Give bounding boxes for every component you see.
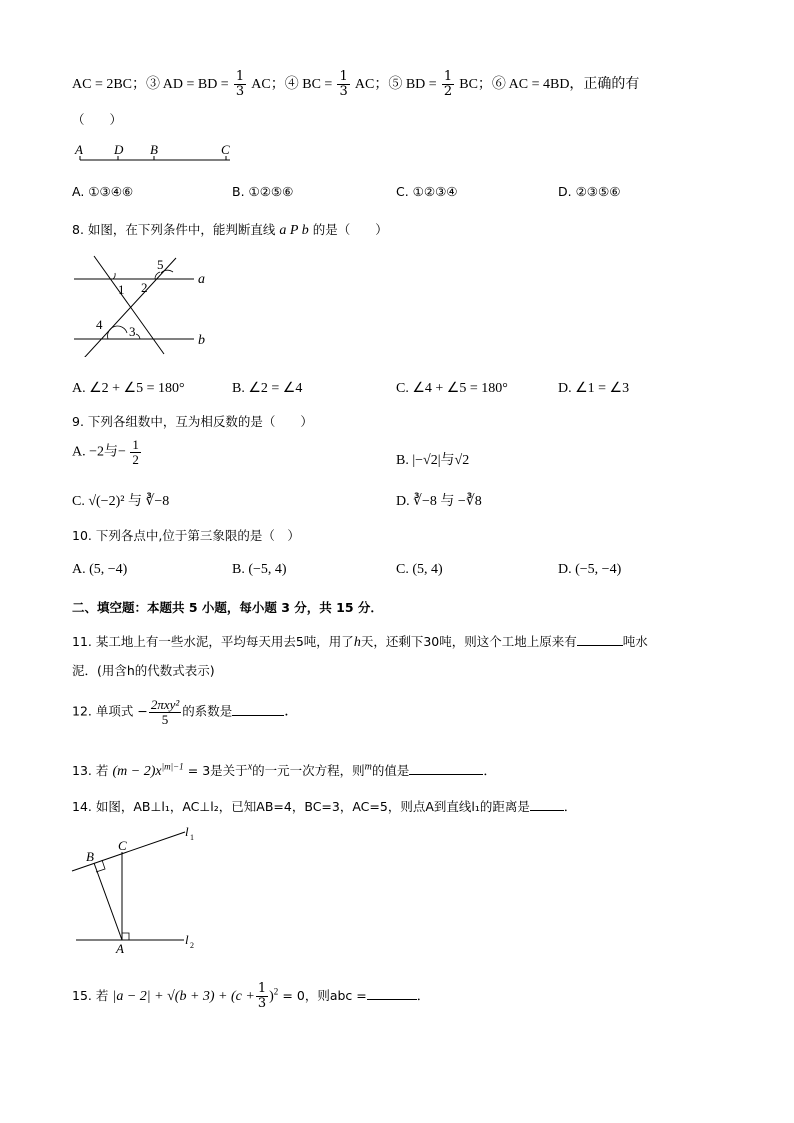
q7-text-c: AC；⑤ BD = [354,77,437,92]
q7-paren: （ ） [72,112,123,127]
q7-frac-one-third-1: $\frac{1}{3}$ [235,69,245,99]
q12-answer-blank[interactable] [232,715,284,716]
label-b: B [86,849,94,864]
q13-exponent: |m|−1 [161,761,184,772]
q13-end: ． [483,764,497,779]
q9-option-a[interactable] [72,438,142,467]
q13-pre: 13. 若 [72,763,109,778]
q11-text-a: 11. 某工地上有一些水泥，平均每天用去5吨，用了 [72,634,354,649]
q11-text-c: 吨水 [622,634,648,649]
label-3: 3 [129,324,136,339]
label-a: A [75,142,83,157]
label-2: 2 [141,280,148,295]
q13-mid: = 3是关于 [187,763,248,778]
q15-frac: $\frac{1}{3}$ [257,981,267,1011]
q9-option-b[interactable]: B. |−√2|与√2 [396,453,470,468]
q13-mid2: 的一元一次方程，则 [252,763,365,778]
q8-option-d[interactable]: D. ∠1 = ∠3 [558,381,630,396]
label-c: C [118,838,127,853]
label-c: C [221,142,230,157]
q10-option-b[interactable]: B. (−5, 4) [232,562,287,577]
label-l2-sub: 2 [190,941,194,950]
q9-stem: 9. 下列各组数中，互为相反数的是（ ） [72,414,313,429]
q7-text-a: AC = 2BC；③ AD = BD = [72,77,229,92]
q11-text-b: 天，还剩下30吨，则这个工地上原来有 [360,634,577,649]
q15-close: ) [269,989,274,1004]
angle-4-arc [108,326,127,339]
segment-ab [94,863,122,940]
label-d: D [114,142,124,157]
q7-continuation [72,70,639,99]
q8-stem-math: a P b [279,223,309,238]
label-a: A [116,941,124,955]
q15-pre: 15. 若 [72,988,109,1003]
q12-frac: $\frac{\text{2πxy²}}{5}$ [150,697,180,727]
q8-figure [70,252,220,357]
q11-answer-blank[interactable] [577,645,623,646]
label-1: 1 [118,282,125,297]
q9-option-d[interactable]: D. ∛−8 与 −∛8 [396,494,482,509]
q13-expr: (m − 2)x [112,764,162,779]
q9-option-a-text: A. −2与− [72,444,126,460]
q14-text: 14. 如图，AB⊥l₁，AC⊥l₂，已知AB=4，BC=3，AC=5，则点A到直线l₁的距离是 [72,799,530,814]
q13-answer-blank[interactable] [409,774,483,775]
q15-line [72,982,430,1011]
q15-expr: |a − 2| + √(b + 3) + (c + [112,989,255,1004]
q12-post: 的系数是 [182,703,233,719]
q13-var-x: x [247,761,253,773]
q10-option-a[interactable]: A. (5, −4) [72,562,128,577]
q8-option-a[interactable]: A. ∠2 + ∠5 = 180° [72,381,185,396]
q11-var-h: h [353,635,361,650]
q10-option-c[interactable]: C. (5, 4) [396,562,443,577]
q8-option-c[interactable]: C. ∠4 + ∠5 = 180° [396,381,508,396]
transversal-2 [84,258,176,357]
q7-option-c[interactable]: C. ①②③④ [396,184,458,199]
q8-stem-tail: 的是（ ） [312,222,388,237]
section-2-heading: 二、填空题：本题共 5 小题，每小题 3 分，共 15 分． [72,600,383,615]
label-l1-sub: 1 [190,833,194,842]
q12-line [72,698,298,727]
q14-figure [70,825,210,955]
q7-frac-one-third-2: $\frac{1}{3}$ [339,69,348,99]
q14-answer-blank[interactable] [530,810,564,811]
q7-option-d[interactable]: D. ②③⑤⑥ [558,184,621,199]
q7-text-d: BC；⑥ AC = 4BD，正确的有 [459,77,640,92]
q8-option-b[interactable]: B. ∠2 = ∠4 [232,381,303,396]
q13-post: 的值是 [371,763,410,778]
q11-line2: 泥．(用含h的代数式表示) [72,663,215,678]
label-l2: l [185,932,189,947]
q15-exponent: 2 [273,986,279,997]
q10-option-d[interactable]: D. (−5, −4) [558,562,622,577]
q9-option-c[interactable]: C. √(−2)² 与 ∛−8 [72,494,170,509]
label-5: 5 [157,257,164,272]
q7-segment-figure [70,140,240,170]
q7-option-b[interactable]: B. ①②⑤⑥ [232,184,294,199]
q12-pre: 12. 单项式 − [72,703,148,719]
label-a: a [198,272,205,287]
label-b: b [198,333,205,348]
q15-mid: = 0，则abc = [282,988,367,1003]
q8-stem [72,220,388,239]
q8-stem-text: 8. 如图，在下列条件中，能判断直线 [72,222,276,237]
label-l1: l [185,825,189,839]
q9-option-a-frac: $\frac{1}{2}$ [132,437,139,467]
angle-3-arc [136,334,140,339]
q7-option-a[interactable]: A. ①③④⑥ [72,184,134,199]
q7-frac-one-half: $\frac{1}{2}$ [443,69,453,99]
q12-end: ． [284,704,299,720]
q7-text-b: AC；④ BC = [251,77,333,92]
q14-line [72,797,576,815]
angle-1-arc [113,273,115,279]
q15-end: ． [416,989,430,1004]
q11-line1 [72,632,648,651]
label-b: B [150,142,158,157]
right-angle-a [122,933,129,940]
q10-stem: 10. 下列各点中,位于第三象限的是（ ） [72,528,300,543]
q15-answer-blank[interactable] [367,999,417,1000]
q13-line [72,760,496,780]
label-4: 4 [96,317,103,332]
q14-end: ． [563,799,577,814]
q13-var-m: m [364,761,372,773]
